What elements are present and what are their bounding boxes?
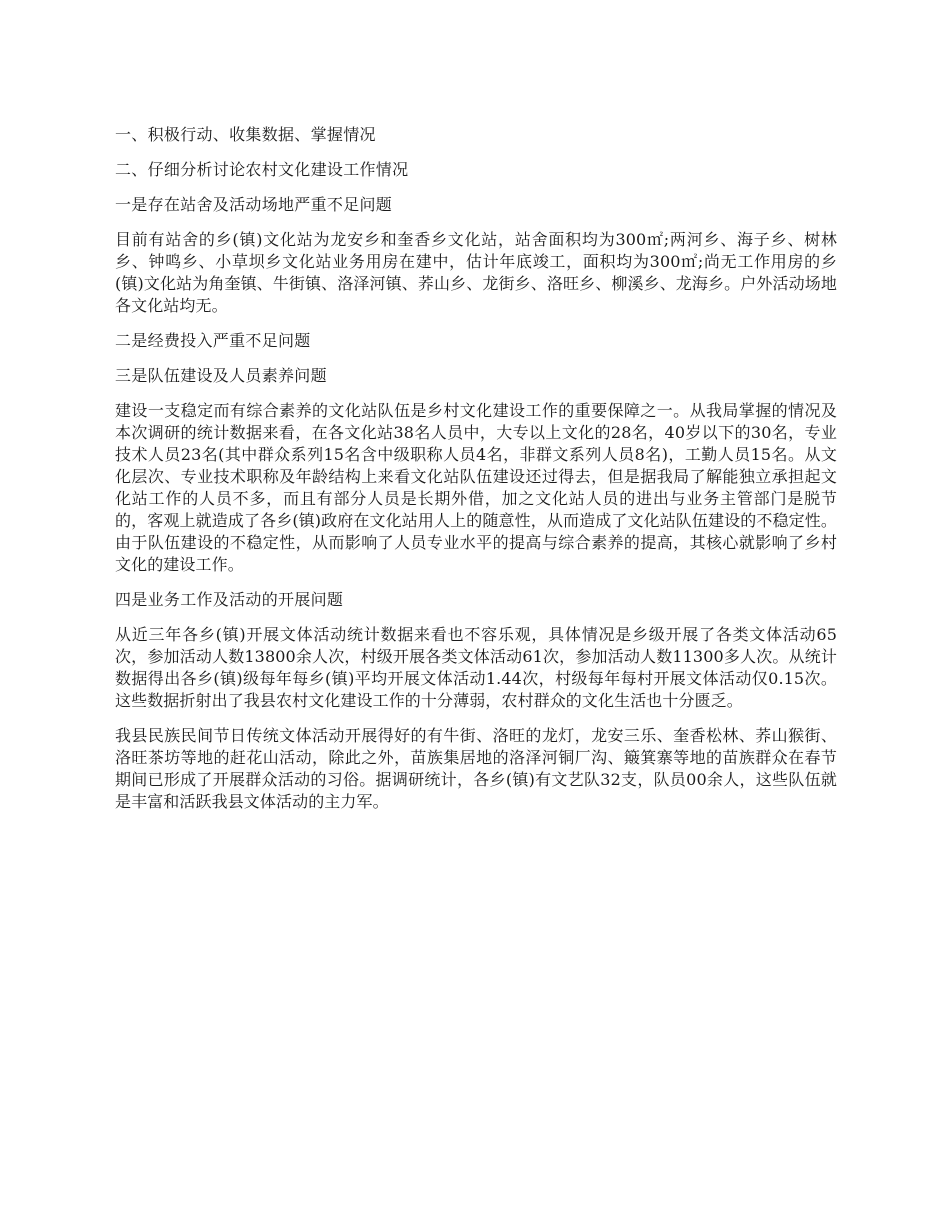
paragraph-venues: 目前有站舍的乡(镇)文化站为龙安乡和奎香乡文化站，站舍面积均为300㎡;两河乡、海子乡、树林乡、钟鸣乡、小草坝乡文化站业务用房在建中，估计年底竣工，面积均为300㎡;尚无工作用房的乡(镇)文化站为角奎镇、牛街镇、洛泽河镇、荞山乡、龙街乡、洛旺乡、柳溪乡、龙海乡。户外活动场地各文化站均无。 <box>115 230 837 315</box>
paragraph-activity-stats: 从近三年各乡(镇)开展文体活动统计数据来看也不容乐观，具体情况是乡级开展了各类文体活动65次，参加活动人数13800余人次，村级开展各类文体活动61次，参加活动人数11300多人次。从统计数据得出各乡(镇)级每年每乡(镇)平均开展文体活动1.44次，村级每年每村开展文体活动仅0.15次。这些数据折射出了我县农村文化建设工作的十分薄弱，农村群众的文化生活也十分匮乏。 <box>115 625 837 710</box>
heading-analysis: 二、仔细分析讨论农村文化建设工作情况 <box>115 160 409 179</box>
heading-collect-data: 一、积极行动、收集数据、掌握情况 <box>115 125 376 144</box>
document-page <box>115 124 837 826</box>
section-title-activities: 四是业务工作及活动的开展问题 <box>115 590 344 609</box>
section-title-funding: 二是经费投入严重不足问题 <box>115 331 311 350</box>
paragraph-folk-activities: 我县民族民间节日传统文体活动开展得好的有牛街、洛旺的龙灯，龙安三乐、奎香松林、荞山猴街、洛旺茶坊等地的赶花山活动，除此之外，苗族集居地的洛泽河铜厂沟、簸箕寨等地的苗族群众在春节期间已形成了开展群众活动的习俗。据调研统计，各乡(镇)有文艺队32支，队员00余人，这些队伍就是丰富和活跃我县文体活动的主力军。 <box>115 726 837 811</box>
section-title-staff: 三是队伍建设及人员素养问题 <box>115 366 327 385</box>
paragraph-staff: 建设一支稳定而有综合素养的文化站队伍是乡村文化建设工作的重要保障之一。从我局掌握的情况及本次调研的统计数据来看，在各文化站38名人员中，大专以上文化的28名，40岁以下的30名，专业技术人员23名(其中群众系列15名含中级职称人员4名，非群文系列人员8名)，工勤人员15名。从文化层次、专业技术职称及年龄结构上来看文化站队伍建设还过得去，但是据我局了解能独立承担起文化站工作的人员不多，而且有部分人员是长期外借，加之文化站人员的进出与业务主管部门是脱节的，客观上就造成了各乡(镇)政府在文化站用人上的随意性，从而造成了文化站队伍建设的不稳定性。由于队伍建设的不稳定性，从而影响了人员专业水平的提高与综合素养的提高，其核心就影响了乡村文化的建设工作。 <box>115 401 837 574</box>
section-title-venues: 一是存在站舍及活动场地严重不足问题 <box>115 195 393 214</box>
